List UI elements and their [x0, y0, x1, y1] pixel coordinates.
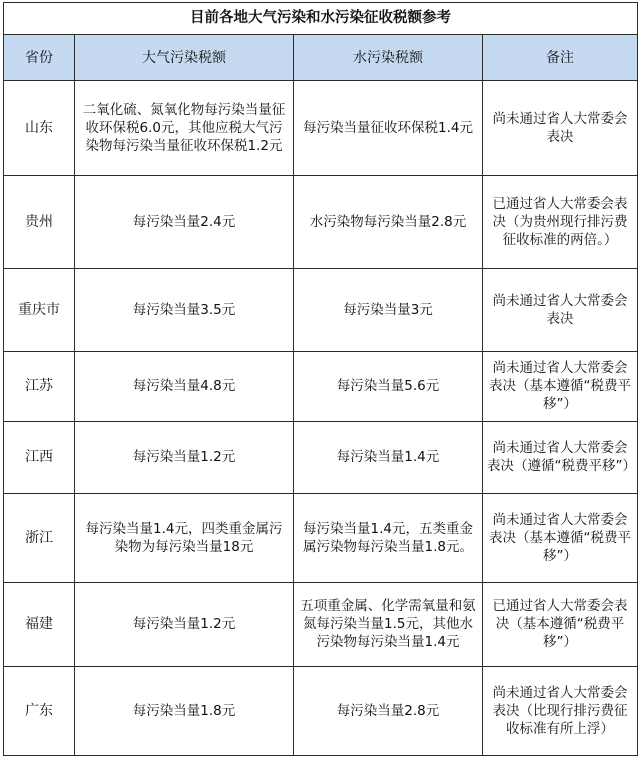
- air-tax-cell: 每污染当量1.2元: [75, 582, 294, 667]
- air-tax-cell: 每污染当量3.5元: [75, 269, 294, 352]
- air-tax-cell: 每污染当量1.8元: [75, 667, 294, 756]
- header-water-tax: 水污染税额: [294, 34, 483, 80]
- water-tax-cell: 每污染当量5.6元: [294, 351, 483, 421]
- province-cell: 江西: [4, 421, 75, 493]
- table-row: [4, 493, 638, 582]
- province-cell: 广东: [4, 667, 75, 756]
- note-cell: 尚未通过省人大常委会表决（基本遵循“税费平移”）: [483, 493, 638, 582]
- table-row: [4, 81, 638, 176]
- table-title: 目前各地大气污染和水污染征收税额参考: [4, 3, 638, 35]
- table-row: [4, 269, 638, 352]
- air-tax-cell: 每污染当量1.4元，四类重金属污染物为每污染当量18元: [75, 493, 294, 582]
- table-row: [4, 421, 638, 493]
- table-row: [4, 582, 638, 667]
- note-cell: 尚未通过省人大常委会表决（基本遵循“税费平移”）: [483, 351, 638, 421]
- note-cell: 尚未通过省人大常委会表决: [483, 81, 638, 176]
- header-note: 备注: [483, 34, 638, 80]
- water-tax-cell: 五项重金属、化学需氧量和氨氮每污染当量1.5元，其他水污染物每污染当量1.4元: [294, 582, 483, 667]
- province-cell: 浙江: [4, 493, 75, 582]
- note-cell: 尚未通过省人大常委会表决（比现行排污费征收标准有所上浮）: [483, 667, 638, 756]
- water-tax-cell: 每污染当量3元: [294, 269, 483, 352]
- province-cell: 江苏: [4, 351, 75, 421]
- header-row: [4, 34, 638, 80]
- water-tax-cell: 每污染当量1.4元，五类重金属污染物每污染当量1.8元。: [294, 493, 483, 582]
- table-row: [4, 667, 638, 756]
- note-cell: 尚未通过省人大常委会表决: [483, 269, 638, 352]
- province-cell: 福建: [4, 582, 75, 667]
- province-cell: 重庆市: [4, 269, 75, 352]
- water-tax-cell: 水污染物每污染当量2.8元: [294, 176, 483, 269]
- province-cell: 山东: [4, 81, 75, 176]
- tax-table: [3, 2, 638, 756]
- tax-reference-sheet: [3, 2, 637, 756]
- air-tax-cell: 二氧化硫、氮氧化物每污染当量征收环保税6.0元，其他应税大气污染物每污染当量征收环保税1.2元: [75, 81, 294, 176]
- water-tax-cell: 每污染当量征收环保税1.4元: [294, 81, 483, 176]
- header-province: 省份: [4, 34, 75, 80]
- air-tax-cell: 每污染当量4.8元: [75, 351, 294, 421]
- table-row: [4, 351, 638, 421]
- title-row: [4, 3, 638, 35]
- air-tax-cell: 每污染当量1.2元: [75, 421, 294, 493]
- water-tax-cell: 每污染当量2.8元: [294, 667, 483, 756]
- table-row: [4, 176, 638, 269]
- note-cell: 已通过省人大常委会表决（基本遵循“税费平移”）: [483, 582, 638, 667]
- note-cell: 尚未通过省人大常委会表决（遵循“税费平移”）: [483, 421, 638, 493]
- note-cell: 已通过省人大常委会表决（为贵州现行排污费征收标准的两倍。）: [483, 176, 638, 269]
- province-cell: 贵州: [4, 176, 75, 269]
- air-tax-cell: 每污染当量2.4元: [75, 176, 294, 269]
- header-air-tax: 大气污染税额: [75, 34, 294, 80]
- water-tax-cell: 每污染当量1.4元: [294, 421, 483, 493]
